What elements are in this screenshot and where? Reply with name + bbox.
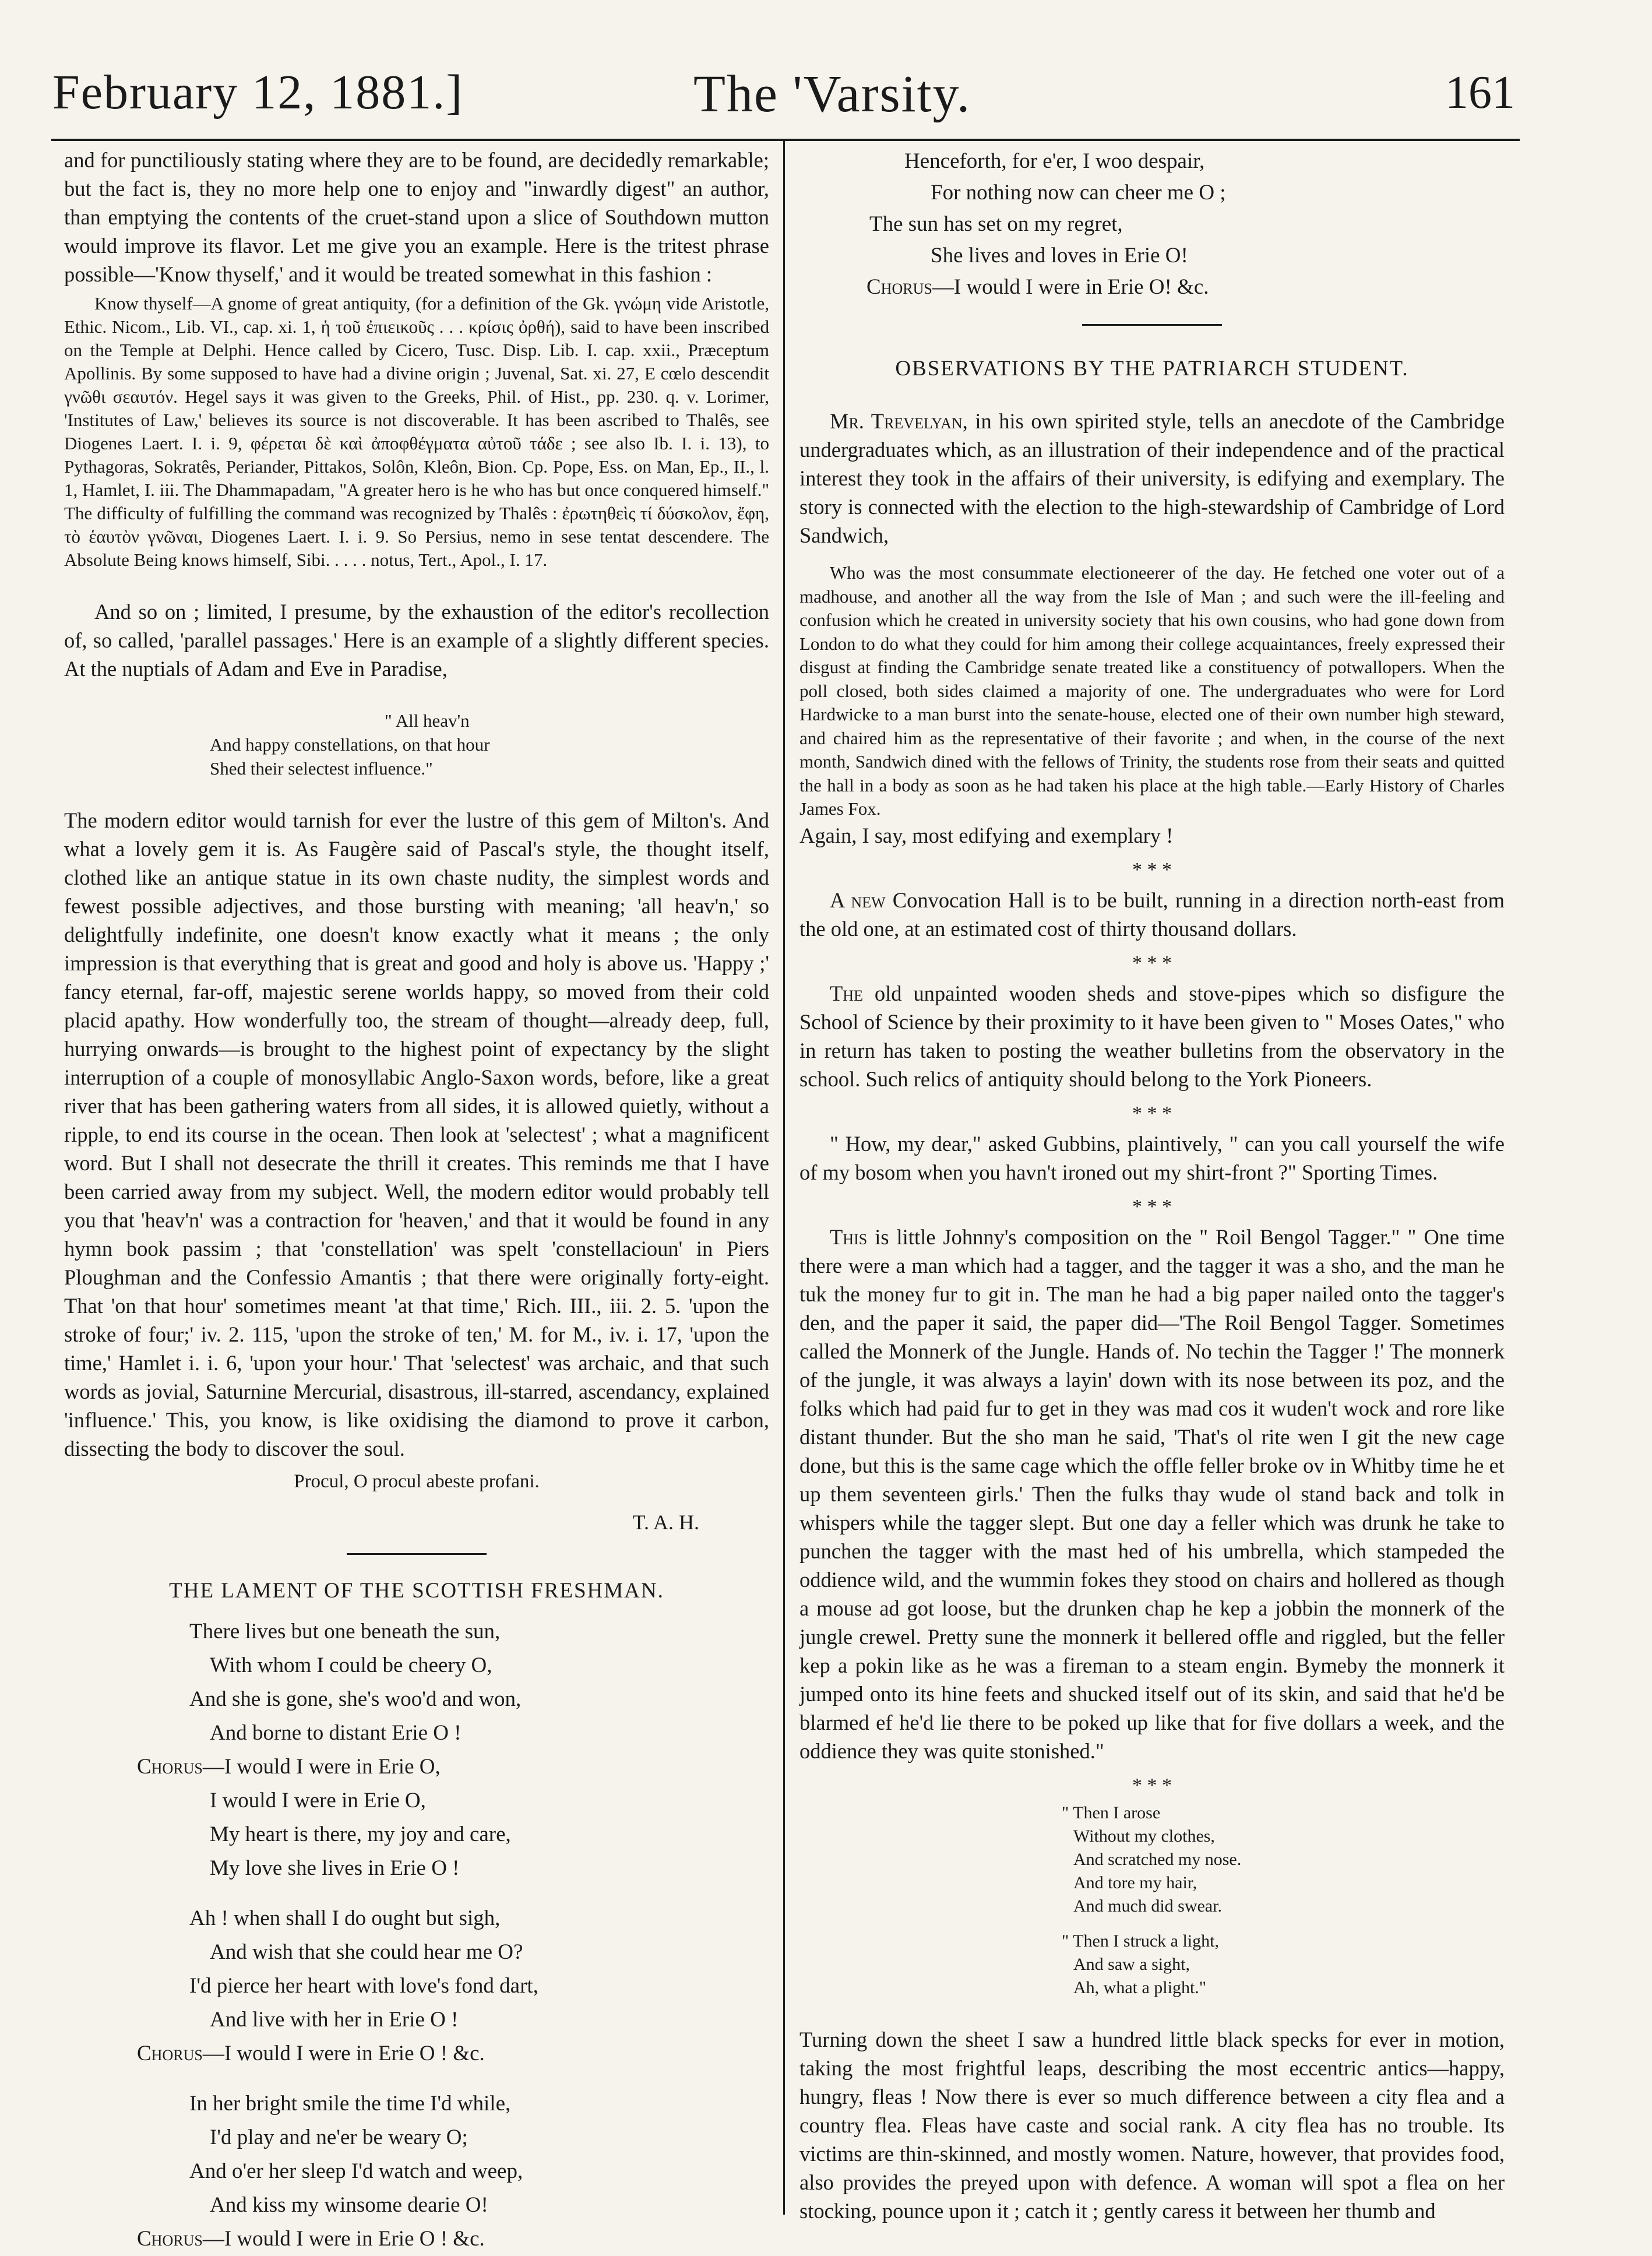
asterism-divider: * * *	[1132, 858, 1172, 881]
poem-line: Henceforth, for e'er, I woo despair,	[904, 149, 1205, 173]
poem-line: And o'er her sleep I'd watch and weep,	[189, 2159, 523, 2183]
poem-line: And wish that she could hear me O?	[210, 1940, 523, 1964]
sandwich-quote: Who was the most consummate electioneerer of the day. He fetched one voter out of a madhouse, and another all the way from the Isle of Man ; and such were the ill-feeling and confusion which he created in university society that his own cousins, who had gone down from London to do what they could for him among their college acquaintances, freely expressed their disgust at finding the Cambridge senate treated like a constituency of potwallopers. When the poll closed, both sides claimed a majority of one. The undergraduates who were for Lord Hardwicke to a man burst into the senate-house, elected one of their own number high steward, and chaired him as the representative of their favorite ; and when, in the course of the next month, Sandwich dined with the fellows of Trinity, the students rose from their seats and quitted the hall in a body as soon as he had taken his place at the high table.—Early History of Charles James Fox.	[799, 562, 1505, 819]
flea-verse-2	[1062, 1930, 1505, 2000]
asterism-divider: * * *	[1132, 1102, 1172, 1124]
asterism-divider: * * *	[1132, 952, 1172, 974]
poem-line: For nothing now can cheer me O ;	[931, 181, 1226, 205]
observation-trevelyan-after: Again, I say, most edifying and exemplary !	[799, 823, 1174, 847]
observation-convocation: A new Convocation Hall is to be built, running in a direction north-east from the old one, at an estimated cost of thirty thousand dollars.	[799, 888, 1505, 941]
verse-line: And saw a sight,	[1073, 1954, 1190, 1974]
chorus-label: Chorus	[137, 1755, 203, 1779]
left-column	[64, 146, 769, 2251]
poem-line: There lives but one beneath the sun,	[189, 1620, 501, 1643]
poem-line: And she is gone, she's woo'd and won,	[189, 1687, 522, 1711]
masthead-rule	[51, 139, 1520, 141]
poem-chorus-line: Chorus—I would I were in Erie O,	[137, 1755, 441, 1779]
section-separator	[1082, 324, 1222, 326]
verse-line: Ah, what a plight."	[1073, 1977, 1207, 1997]
poem-line: Ah ! when shall I do ought but sigh,	[189, 1906, 501, 1930]
poem-line: The sun has set on my regret,	[869, 212, 1123, 236]
poem-line: My love she lives in Erie O !	[210, 1856, 460, 1880]
observation-tagger: This is little Johnny's composition on the " Roil Bengol Tagger." " One time there were a man which had a tagger, and the tagger it was a sho, and the man he tuk the money fur to git in. The man he had a big paper nailed onto the tagger's den, and the paper it said, the paper did—'The Roil Bengol Tagger. Sometimes called the Monnerk of the Jungle. Hands of. No techin the Tagger !' The monnerk of the jungle, it was always a layin' down with its nose between its poz, and the folks which had paid fur to get in they was mad cos it wuden't wock and rore like distant thunder. But the sho man he said, 'That's ol rite wen I git the new cage done, but this is the same cage which the offle feller broke ov in Whitby time he et up them seventeen girls.' Then the fulks thay wude ol stand back and tolk in whispers while the tagger slept. But one day a feller which was drunk he take to punchen the tagger with the mast hed of his umbrella, which stampeded the oddience wild, and the wummin fokes they stood on chairs and hollered as though a mouse ad got loose, but the drunken chap he kep a jobbin the monnerk of the jungle crewel. Pretty sune the monnerk it bellered offle and riggled, but the feller kep a pokin like as he was a fireman to a steam engin. Bymeby the monnerk it jumped onto its hine feets and shucked itself out of its skin, and said that he'd be blarmed ef he'd lie there to be poked up like that for five dollars a week, and the oddience they was quite stonished."	[799, 1224, 1505, 1763]
verse-line: " Then I arose	[1062, 1803, 1161, 1822]
poem-chorus-line: Chorus—I would I were in Erie O! &c.	[866, 275, 1209, 299]
essay-footnote-example: Know thyself—A gnome of great antiquity, (for a definition of the Gk. γνώμη vide Aristotle, Ethic. Nicom., Lib. VI., cap. xi. 1, ἡ τοῦ ἐπιεικοῦς . . . κρίσις ὀρθή), said to have been inscribed on the Temple at Delphi. Hence called by Cicero, Tusc. Disp. Lib. I. cap. xxii., Præceptum Apollinis. By some supposed to have had a divine origin ; Juvenal, Sat. xi. 27, E cœlo descendit γνῶθι σεαυτόν. Hegel says it was given to the Greeks, Phil. of Hist., pp. 230. q. v. Lorimer, 'Institutes of Law,' believes its source is not discoverable. It has been ascribed to Thalês, see Diogenes Laert. I. i. 9, φέρεται δὲ καὶ ἀποφθέγματα αὐτοῦ τάδε ; see also Ib. I. i. 13), to Pythagoras, Sokratês, Periander, Pittakos, Solôn, Kleôn, Bion. Cp. Pope, Ess. on Man, Ep., II., l. 1, Hamlet, I. iii. The Dhammapadam, "A greater hero is he who has but once conquered himself." The difficulty of fulfilling the command was recognized by Thalês : ἐρωτηθεὶς τί δύσκολον, ἔφη, τὸ ἑαυτὸν γνῶναι, Diogenes Laert. I. i. 9. So Persius, nemo in sese tentat descendere. The Absolute Being knows himself, Sibi. . . . . notus, Tert., Apol., I. 17.	[64, 293, 769, 570]
verse-line: Without my clothes,	[1073, 1826, 1215, 1846]
verse-line: And scratched my nose.	[1073, 1849, 1242, 1869]
asterism-divider: * * *	[1132, 1774, 1172, 1796]
quote-line: " All heav'n	[385, 710, 470, 731]
verse-line: " Then I struck a light,	[1062, 1931, 1219, 1951]
author-signature: T. A. H.	[632, 1511, 699, 1534]
issue-date: February 12, 1881.]	[52, 65, 464, 119]
chorus-label: Chorus	[137, 2042, 203, 2065]
section-separator	[347, 1553, 487, 1555]
verse-line: And tore my hair,	[1073, 1873, 1197, 1892]
essay-paragraph-3: The modern editor would tarnish for ever the lustre of this gem of Milton's. And what a lovely gem it is. As Faugère said of Pascal's style, the thought itself, clothed like an antique statue in its own chaste nudity, the simplest words and fewest possible adjectives, and those bursting with meaning; 'all heav'n,' so delightfully indefinite, one doesn't know exactly what it means ; the only impression is that everything that is great and good and holy is above us. 'Happy ;' fancy eternal, far-off, majestic serene worlds happy, so moved from their cold placid apathy. How wonderfully too, the stream of thought—already deep, full, hurrying onwards—is brought to the highest point of expectancy by the slight interruption of a couple of monosyllabic Anglo-Saxon words, before, like a great river that has been gathering waters from all sides, it is allowed quietly, without a ripple, to end its course in the ocean. Then look at 'selectest' ; what a magnificent word. But I shall not desecrate the thrill it creates. This reminds me that I have been carried away from my subject. Well, the modern editor would probably tell you that 'heav'n' was a contraction for 'heaven,' and that it would be found in any hymn book passim ; that 'constellation' was spelt 'constellacioun' in Piers Ploughman and the Confessio Amantis ; that there were originally forty-eight. That 'on that hour' sometimes meant 'at that time,' Rich. III., iii. 2. 5. 'upon the stroke of four;' iv. 2. 115, 'upon the stroke of ten,' M. for M., iv. i. 17, 'upon the time,' Hamlet i. i. 6, 'upon your hour.' That 'selectest' was archaic, and that such words as jovial, Saturnine Mercurial, disastrous, ill-starred, ascendancy, explained 'influence.' This, you know, is like oxidising the diamond to prove it carbon, dissecting the body to discover the soul.	[64, 808, 769, 1460]
observation-fleas: Turning down the sheet I saw a hundred little black specks for ever in motion, taking the most frightful leaps, describing the most eccentric antics—happy, hungry, fleas ! Now there is ever so much difference between a city flea and a country flea. Fleas have caste and social rank. A city flea has no trouble. Its victims are thin-skinned, and mostly women. Nature, however, that provides food, also provides the preyed upon with defence. A woman will spot a flea on her stocking, pounce upon it ; catch it ; gently caress it between her thumb and	[799, 2027, 1505, 2223]
newspaper-title: The 'Varsity.	[693, 65, 971, 123]
poem-chorus-line: Chorus—I would I were in Erie O ! &c.	[137, 2227, 485, 2251]
poem-line: My heart is there, my joy and care,	[210, 1822, 511, 1846]
poem-line: With whom I could be cheery O,	[210, 1653, 492, 1677]
column-divider	[783, 140, 785, 2215]
quote-line: Shed their selectest influence."	[210, 758, 433, 779]
observation-trevelyan: Mr. Trevelyan, in his own spirited style, tells an anecdote of the Cambridge undergraduates which, as an illustration of their independence and of the practical interest they took in the affairs of their university, is edifying and exemplary. The story is connected with the election to the high-stewardship of Cambridge of Lord Sandwich,	[799, 409, 1505, 547]
poem-chorus-line: Chorus—I would I were in Erie O ! &c.	[137, 2042, 485, 2065]
poem-continuation	[799, 146, 1505, 303]
poem-line: In her bright smile the time I'd while,	[189, 2092, 511, 2116]
poem-line: I'd pierce her heart with love's fond dart,	[189, 1974, 538, 1998]
chorus-label: Chorus	[866, 275, 932, 299]
chorus-label: Chorus	[137, 2227, 203, 2251]
right-column	[799, 146, 1505, 2232]
section-title: OBSERVATIONS BY THE PATRIARCH STUDENT.	[895, 357, 1409, 381]
latin-motto: Procul, O procul abeste profani.	[294, 1471, 540, 1492]
observation-gubbins: " How, my dear," asked Gubbins, plaintively, " can you call yourself the wife of my bosom when you havn't ironed out my shirt-front ?" Sporting Times.	[799, 1131, 1505, 1184]
poem-title: THE LAMENT OF THE SCOTTISH FRESHMAN.	[169, 1579, 664, 1603]
observation-sheds: The old unpainted wooden sheds and stove-pipes which so disfigure the School of Science by their proximity to it have been given to " Moses Oates," who in return has taken to posting the weather bulletins from the observatory in the school. Such relics of antiquity should belong to the York Pioneers.	[799, 981, 1505, 1091]
quote-line: And happy constellations, on that hour	[210, 734, 490, 755]
essay-intro: and for punctiliously stating where they are to be found, are decidedly remarkable; but the fact is, they no more help one to enjoy and "inwardly digest" an author, than emptying the contents of the cruet-stand upon a slice of Southdown mutton would improve its flavor. Let me give you an example. Here is the tritest phrase possible—'Know thyself,' and it would be treated somewhat in this fashion :	[64, 148, 769, 286]
essay-paragraph-2: And so on ; limited, I presume, by the exhaustion of the editor's recollection of, so called, 'parallel passages.' Here is an example of a slightly different species. At the nuptials of Adam and Eve in Paradise,	[64, 600, 769, 681]
poem-line: I would I were in Erie O,	[210, 1789, 426, 1812]
page-number: 161	[1445, 67, 1515, 118]
poem-line: She lives and loves in Erie O!	[931, 244, 1188, 268]
flea-verse-1	[1062, 1801, 1505, 1918]
milton-quote	[210, 709, 769, 780]
asterism-divider: * * *	[1132, 1195, 1172, 1217]
poem-line: And borne to distant Erie O !	[210, 1721, 462, 1745]
verse-line: And much did swear.	[1073, 1896, 1222, 1916]
poem-line: And kiss my winsome dearie O!	[210, 2193, 488, 2217]
masthead	[52, 58, 1515, 140]
poem-lament	[64, 1615, 769, 2256]
poem-line: And live with her in Erie O !	[210, 2008, 459, 2032]
poem-line: I'd play and ne'er be weary O;	[210, 2125, 468, 2149]
